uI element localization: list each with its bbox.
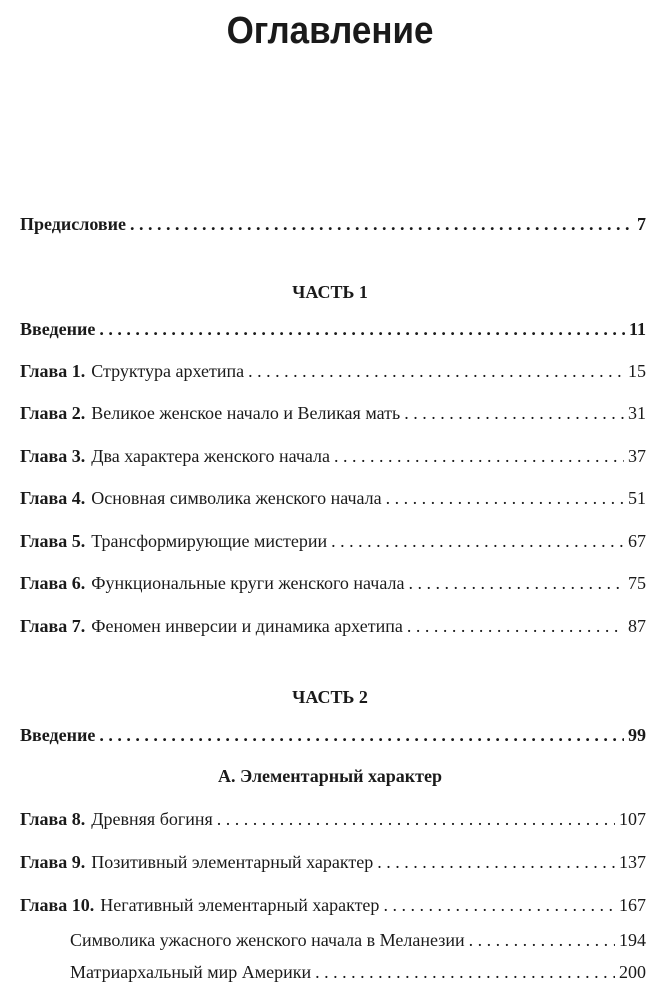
toc-entry-subsection[interactable] [70,929,646,951]
leader-dots [99,318,625,340]
toc-entry-chapter[interactable] [20,402,646,424]
chapter-label: Глава 10. [20,895,95,915]
page-title: Оглавление [226,10,434,52]
page-number: 51 [628,488,646,508]
entry-text: Основная символика женского начала [91,488,382,508]
entry-text: Феномен инверсии и динамика архетипа [91,616,403,636]
toc-entry-chapter[interactable] [20,445,646,467]
toc-entry-chapter[interactable] [20,894,646,916]
page-number: 11 [628,319,646,339]
chapter-label: Глава 1. [20,361,86,381]
part-heading: ЧАСТЬ 2 [292,687,368,707]
toc-entry-intro[interactable] [20,724,646,746]
page-number: 31 [628,403,646,423]
chapter-label: Глава 8. [20,809,86,829]
chapter-label: Глава 2. [20,403,86,423]
toc-entry-preface[interactable] [20,213,646,235]
entry-text: Матриархальный мир Америки [70,962,312,982]
page-number: 75 [628,573,646,593]
entry-text: Символика ужасного женского начала в Меланезии [70,930,465,950]
entry-text: Позитивный элементарный характер [91,852,374,872]
page-number: 37 [628,446,646,466]
leader-dots [407,615,624,637]
entry-text: Введение [20,725,96,745]
toc-entry-intro[interactable] [20,318,646,340]
leader-dots [386,487,624,509]
page-number: 200 [619,962,646,982]
toc-entry-chapter[interactable] [20,530,646,552]
leader-dots [248,360,624,382]
page-number: 167 [619,895,646,915]
leader-dots [315,961,615,983]
toc-entry-chapter[interactable] [20,851,646,873]
page-number: 67 [628,531,646,551]
chapter-label: Глава 9. [20,852,86,872]
chapter-label: Глава 3. [20,446,86,466]
chapter-label: Глава 6. [20,573,86,593]
entry-text: Древняя богиня [91,809,213,829]
entry-text: Великое женское начало и Великая мать [91,403,401,423]
leader-dots [99,724,624,746]
entry-text: Два характера женского начала [91,446,331,466]
toc-entry-chapter[interactable] [20,572,646,594]
leader-dots [377,851,615,873]
toc-entry-chapter[interactable] [20,487,646,509]
entry-text: Негативный элементарный характер [100,895,380,915]
page-number: 107 [619,809,646,829]
entry-text: Трансформирующие мистерии [91,531,328,551]
entry-text: Введение [20,319,96,339]
page-number: 137 [619,852,646,872]
chapter-label: Глава 5. [20,531,86,551]
leader-dots [130,213,633,235]
entry-text: Структура архетипа [91,361,245,381]
leader-dots [331,530,624,552]
leader-dots [334,445,624,467]
leader-dots [217,808,615,830]
page-number: 7 [637,214,646,234]
toc-entry-chapter[interactable] [20,360,646,382]
toc-entry-chapter[interactable] [20,615,646,637]
section-heading: А. Элементарный характер [217,766,443,786]
entry-text: Предисловие [20,214,126,234]
leader-dots [404,402,624,424]
chapter-label: Глава 4. [20,488,86,508]
entry-text: Функциональные круги женского начала [91,573,405,593]
page-number: 87 [628,616,646,636]
page-number: 15 [628,361,646,381]
leader-dots [408,572,624,594]
leader-dots [469,929,615,951]
toc-entry-subsection[interactable] [70,961,646,983]
leader-dots [383,894,615,916]
part-heading: ЧАСТЬ 1 [292,282,368,302]
chapter-label: Глава 7. [20,616,86,636]
page-number: 194 [619,930,646,950]
toc-entry-chapter[interactable] [20,808,646,830]
page-number: 99 [628,725,646,745]
